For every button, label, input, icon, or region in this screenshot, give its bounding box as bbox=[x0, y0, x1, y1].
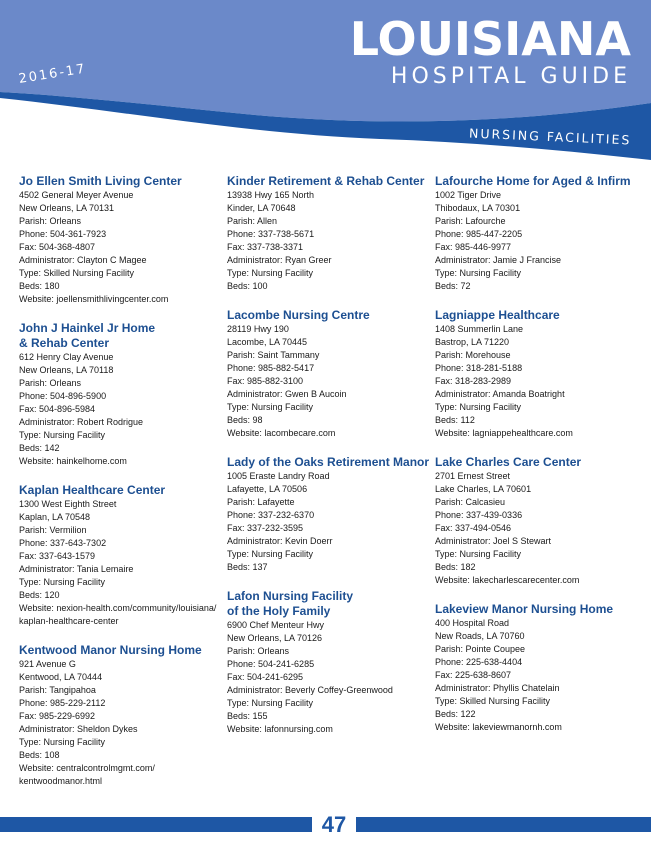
facility-detail: 1300 West Eighth Street bbox=[19, 499, 117, 509]
facility-detail: Type: Skilled Nursing Facility bbox=[19, 268, 135, 278]
facility-detail: Phone: 985-447-2205 bbox=[435, 229, 523, 239]
facility-detail: Administrator: Beverly Coffey-Greenwood bbox=[227, 685, 393, 695]
facility-detail: Type: Nursing Facility bbox=[19, 577, 106, 587]
facility-entry bbox=[435, 455, 640, 587]
facility-detail: New Orleans, LA 70126 bbox=[227, 633, 323, 643]
column-2 bbox=[227, 174, 432, 751]
facility-detail: Type: Nursing Facility bbox=[227, 268, 314, 278]
facility-name: Lagniappe Healthcare bbox=[435, 308, 560, 322]
facility-detail: 13938 Hwy 165 North bbox=[227, 190, 315, 200]
facility-detail: Website: lakecharlescarecenter.com bbox=[435, 575, 580, 585]
facility-detail: 1002 Tiger Drive bbox=[435, 190, 502, 200]
facility-detail: kentwoodmanor.html bbox=[19, 776, 103, 786]
facility-detail: Beds: 180 bbox=[19, 281, 60, 291]
facility-detail: Type: Nursing Facility bbox=[435, 402, 522, 412]
edition-year: 2016-17 bbox=[17, 61, 88, 87]
facility-detail: Lake Charles, LA 70601 bbox=[435, 484, 532, 494]
facility-detail: Website: lagniappehealthcare.com bbox=[435, 428, 573, 438]
facility-detail: Fax: 225-638-8607 bbox=[435, 670, 512, 680]
facility-detail: Administrator: Joel S Stewart bbox=[435, 536, 552, 546]
facility-detail: Parish: Tangipahoa bbox=[19, 685, 96, 695]
facility-detail: Beds: 137 bbox=[227, 562, 268, 572]
facility-detail: 4502 General Meyer Avenue bbox=[19, 190, 134, 200]
facility-detail: Lafayette, LA 70506 bbox=[227, 484, 308, 494]
guide-title: LOUISIANA bbox=[349, 12, 631, 66]
facility-detail: Kentwood, LA 70444 bbox=[19, 672, 103, 682]
facility-detail: Type: Nursing Facility bbox=[19, 737, 106, 747]
facility-detail: Administrator: Phyllis Chatelain bbox=[435, 683, 560, 693]
facility-detail: Parish: Vermilion bbox=[19, 525, 87, 535]
facility-name: John J Hainkel Jr Home & Rehab Center bbox=[19, 321, 156, 350]
facility-detail: Thibodaux, LA 70301 bbox=[435, 203, 521, 213]
facility-detail: Type: Nursing Facility bbox=[227, 549, 314, 559]
facility-detail: Fax: 985-882-3100 bbox=[227, 376, 304, 386]
facility-detail: Fax: 318-283-2989 bbox=[435, 376, 512, 386]
facility-detail: Phone: 504-361-7923 bbox=[19, 229, 107, 239]
facility-detail: Beds: 122 bbox=[435, 709, 476, 719]
facility-detail: 612 Henry Clay Avenue bbox=[19, 352, 114, 362]
facility-detail: Website: lafonnursing.com bbox=[227, 724, 333, 734]
facility-name: Kaplan Healthcare Center bbox=[19, 483, 166, 497]
facility-detail: New Roads, LA 70760 bbox=[435, 631, 525, 641]
facility-name: Lafon Nursing Facility of the Holy Family bbox=[227, 589, 354, 618]
facility-detail: 2701 Ernest Street bbox=[435, 471, 511, 481]
facility-name: Lake Charles Care Center bbox=[435, 455, 582, 469]
facility-detail: Phone: 985-882-5417 bbox=[227, 363, 315, 373]
facility-detail: Beds: 100 bbox=[227, 281, 268, 291]
facility-entry bbox=[19, 174, 224, 306]
facility-detail: Parish: Allen bbox=[227, 216, 278, 226]
facility-detail: Phone: 504-896-5900 bbox=[19, 391, 107, 401]
facility-detail: Fax: 985-229-6992 bbox=[19, 711, 96, 721]
facility-detail: Beds: 142 bbox=[19, 443, 60, 453]
facility-detail: Beds: 155 bbox=[227, 711, 268, 721]
facility-detail: Website: nexion-health.com/community/louisiana/ bbox=[19, 603, 217, 613]
facility-detail: Phone: 504-241-6285 bbox=[227, 659, 315, 669]
facility-detail: Type: Nursing Facility bbox=[435, 268, 522, 278]
facility-detail: Beds: 98 bbox=[227, 415, 263, 425]
facility-entry bbox=[435, 174, 640, 293]
facility-detail: Fax: 337-643-1579 bbox=[19, 551, 96, 561]
facility-detail: Phone: 225-638-4404 bbox=[435, 657, 523, 667]
facility-entry bbox=[19, 483, 224, 628]
facility-detail: Administrator: Tania Lemaire bbox=[19, 564, 134, 574]
facility-detail: 6900 Chef Menteur Hwy bbox=[227, 620, 325, 630]
facility-detail: Administrator: Clayton C Magee bbox=[19, 255, 147, 265]
facility-detail: kaplan-healthcare-center bbox=[19, 616, 119, 626]
facility-detail: Website: hainkelhome.com bbox=[19, 456, 127, 466]
facility-entry bbox=[19, 643, 224, 788]
facility-detail: Bastrop, LA 71220 bbox=[435, 337, 510, 347]
facility-name: Lady of the Oaks Retirement Manor bbox=[227, 455, 430, 469]
facility-detail: Type: Nursing Facility bbox=[227, 402, 314, 412]
facility-entry bbox=[227, 174, 432, 293]
facility-name: Lafourche Home for Aged & Infirm bbox=[435, 174, 631, 188]
facility-detail: Website: centralcontrolmgmt.com/ bbox=[19, 763, 155, 773]
facility-detail: Fax: 337-232-3595 bbox=[227, 523, 304, 533]
facility-detail: Administrator: Robert Rodrigue bbox=[19, 417, 144, 427]
facility-detail: Fax: 985-446-9977 bbox=[435, 242, 512, 252]
facility-detail: Parish: Lafayette bbox=[227, 497, 295, 507]
facility-detail: Type: Skilled Nursing Facility bbox=[435, 696, 551, 706]
facility-detail: Fax: 504-896-5984 bbox=[19, 404, 96, 414]
facility-detail: Kinder, LA 70648 bbox=[227, 203, 296, 213]
facility-detail: Beds: 112 bbox=[435, 415, 475, 425]
page-number: 47 bbox=[312, 810, 356, 840]
facility-detail: Parish: Orleans bbox=[19, 378, 82, 388]
facility-detail: New Orleans, LA 70118 bbox=[19, 365, 114, 375]
facility-detail: Fax: 337-494-0546 bbox=[435, 523, 512, 533]
facility-name: Lacombe Nursing Centre bbox=[227, 308, 370, 322]
facility-detail: Type: Nursing Facility bbox=[435, 549, 522, 559]
facility-detail: Administrator: Jamie J Francise bbox=[435, 255, 562, 265]
facility-detail: Parish: Calcasieu bbox=[435, 497, 506, 507]
facility-name: Kentwood Manor Nursing Home bbox=[19, 643, 202, 657]
facility-detail: Administrator: Gwen B Aucoin bbox=[227, 389, 347, 399]
facility-detail: Kaplan, LA 70548 bbox=[19, 512, 91, 522]
facility-detail: Administrator: Sheldon Dykes bbox=[19, 724, 138, 734]
facility-detail: Phone: 337-643-7302 bbox=[19, 538, 107, 548]
facility-entry bbox=[435, 308, 640, 440]
facility-detail: 1408 Summerlin Lane bbox=[435, 324, 524, 334]
facility-detail: Parish: Saint Tammany bbox=[227, 350, 320, 360]
facility-detail: 1005 Eraste Landry Road bbox=[227, 471, 330, 481]
facility-detail: Administrator: Kevin Doerr bbox=[227, 536, 333, 546]
facility-detail: Parish: Pointe Coupee bbox=[435, 644, 526, 654]
column-1 bbox=[19, 174, 224, 803]
facility-detail: Fax: 504-241-6295 bbox=[227, 672, 304, 682]
facility-detail: Website: lakeviewmanornh.com bbox=[435, 722, 562, 732]
facility-entry bbox=[435, 602, 640, 734]
facility-detail: Parish: Orleans bbox=[19, 216, 82, 226]
facility-detail: Type: Nursing Facility bbox=[19, 430, 106, 440]
facility-detail: Parish: Orleans bbox=[227, 646, 290, 656]
facility-name: Kinder Retirement & Rehab Center bbox=[227, 174, 425, 188]
facility-detail: Phone: 337-232-6370 bbox=[227, 510, 315, 520]
guide-subtitle: HOSPITAL GUIDE bbox=[390, 64, 631, 89]
facility-entry bbox=[19, 321, 224, 468]
facility-detail: Lacombe, LA 70445 bbox=[227, 337, 308, 347]
facility-detail: Beds: 72 bbox=[435, 281, 471, 291]
facility-detail: Website: lacombecare.com bbox=[227, 428, 336, 438]
facility-entry bbox=[227, 308, 432, 440]
facility-detail: Fax: 504-368-4807 bbox=[19, 242, 96, 252]
facility-detail: Parish: Morehouse bbox=[435, 350, 511, 360]
facility-detail: Administrator: Ryan Greer bbox=[227, 255, 332, 265]
facility-detail: Beds: 182 bbox=[435, 562, 476, 572]
facility-detail: Phone: 318-281-5188 bbox=[435, 363, 523, 373]
section-title: NURSING FACILITIES bbox=[468, 125, 632, 148]
facility-entry bbox=[227, 589, 432, 736]
facility-name: Jo Ellen Smith Living Center bbox=[19, 174, 182, 188]
facility-detail: 921 Avenue G bbox=[19, 659, 76, 669]
facility-entry bbox=[227, 455, 432, 574]
facility-detail: Beds: 120 bbox=[19, 590, 60, 600]
facility-detail: New Orleans, LA 70131 bbox=[19, 203, 115, 213]
column-3 bbox=[435, 174, 640, 749]
facility-detail: Phone: 985-229-2112 bbox=[19, 698, 106, 708]
facility-detail: Parish: Lafourche bbox=[435, 216, 506, 226]
facility-name: Lakeview Manor Nursing Home bbox=[435, 602, 614, 616]
facility-detail: Website: joellensmithlivingcenter.com bbox=[19, 294, 169, 304]
facility-detail: Beds: 108 bbox=[19, 750, 60, 760]
facility-detail: Fax: 337-738-3371 bbox=[227, 242, 304, 252]
facility-detail: Phone: 337-738-5671 bbox=[227, 229, 315, 239]
facility-detail: Phone: 337-439-0336 bbox=[435, 510, 523, 520]
facility-detail: 28119 Hwy 190 bbox=[227, 324, 289, 334]
facility-detail: Type: Nursing Facility bbox=[227, 698, 314, 708]
facility-detail: 400 Hospital Road bbox=[435, 618, 510, 628]
facility-detail: Administrator: Amanda Boatright bbox=[435, 389, 565, 399]
